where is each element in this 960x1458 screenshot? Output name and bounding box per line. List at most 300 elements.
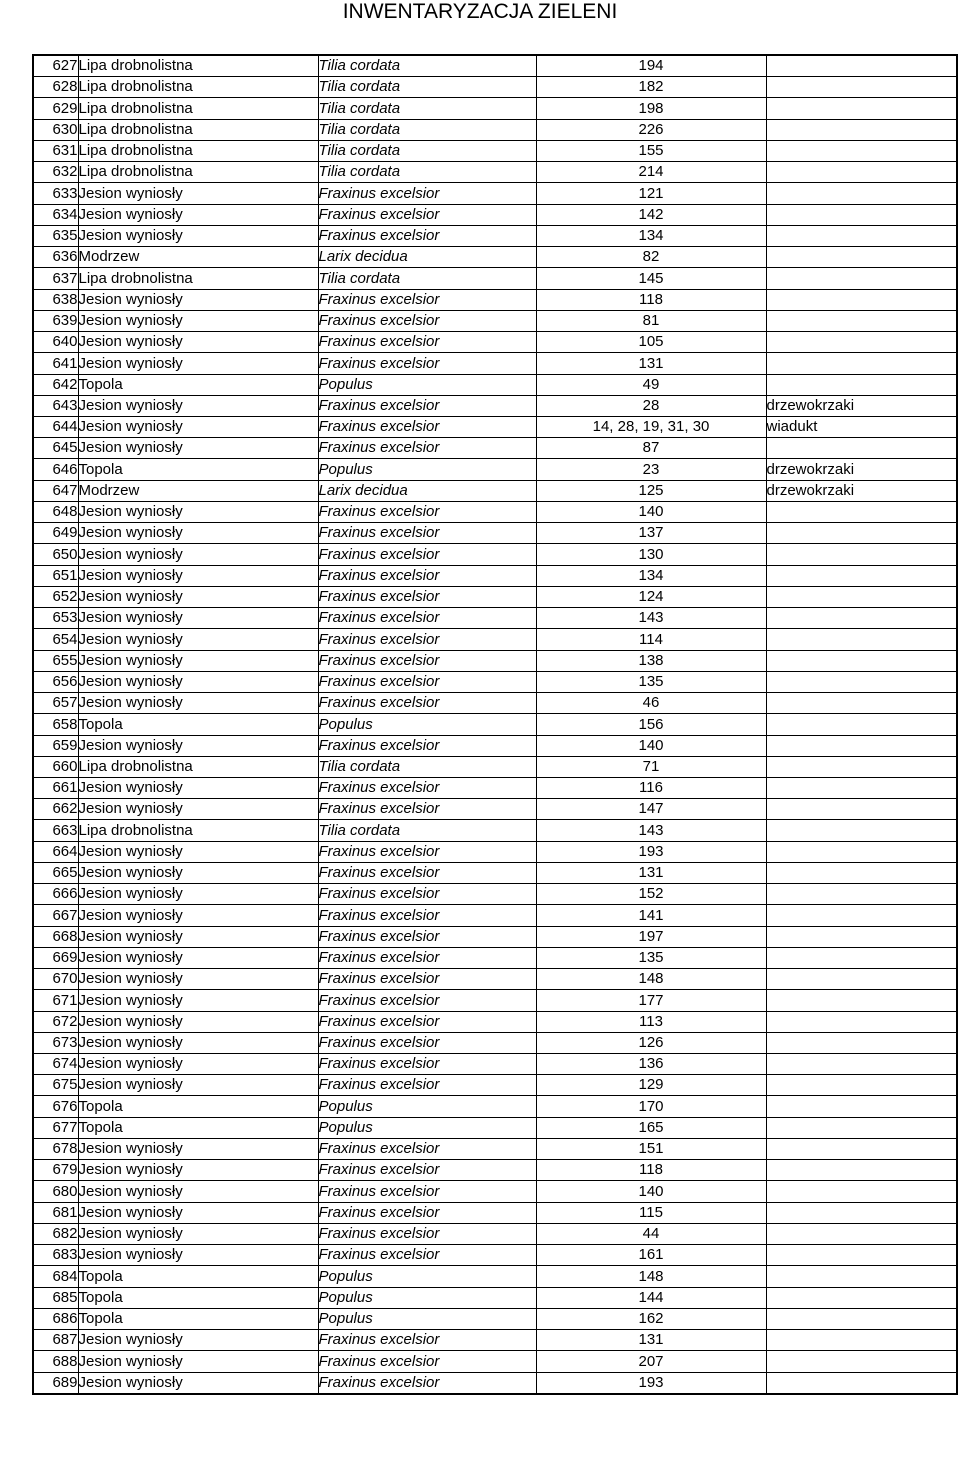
species-name-cell: Topola (78, 1117, 318, 1138)
tree-number-cell: 688 (33, 1351, 78, 1372)
circumference-cell: 182 (536, 77, 766, 98)
circumference-cell: 144 (536, 1287, 766, 1308)
table-row (33, 1266, 957, 1287)
species-name-cell: Jesion wyniosły (78, 1372, 318, 1394)
species-name-cell: Jesion wyniosły (78, 586, 318, 607)
table-row (33, 289, 957, 310)
species-name-cell: Jesion wyniosły (78, 841, 318, 862)
tree-number-cell: 668 (33, 926, 78, 947)
tree-number-cell: 634 (33, 204, 78, 225)
species-name-cell: Jesion wyniosły (78, 650, 318, 671)
remarks-cell (766, 799, 957, 820)
circumference-cell: 143 (536, 820, 766, 841)
remarks-cell (766, 608, 957, 629)
species-name-cell: Jesion wyniosły (78, 1202, 318, 1223)
remarks-cell (766, 990, 957, 1011)
tree-number-cell: 635 (33, 225, 78, 246)
remarks-cell (766, 1330, 957, 1351)
tree-number-cell: 657 (33, 693, 78, 714)
remarks-cell (766, 586, 957, 607)
species-name-cell: Jesion wyniosły (78, 1032, 318, 1053)
circumference-cell: 23 (536, 459, 766, 480)
tree-number-cell: 685 (33, 1287, 78, 1308)
table-row (33, 310, 957, 331)
table-row (33, 395, 957, 416)
circumference-cell: 71 (536, 756, 766, 777)
latin-name-cell: Tilia cordata (318, 820, 536, 841)
tree-number-cell: 646 (33, 459, 78, 480)
species-name-cell: Topola (78, 1096, 318, 1117)
tree-number-cell: 686 (33, 1308, 78, 1329)
circumference-cell: 170 (536, 1096, 766, 1117)
latin-name-cell: Fraxinus excelsior (318, 544, 536, 565)
species-name-cell: Jesion wyniosły (78, 438, 318, 459)
latin-name-cell: Populus (318, 1266, 536, 1287)
species-name-cell: Topola (78, 1308, 318, 1329)
remarks-cell (766, 1075, 957, 1096)
species-name-cell: Jesion wyniosły (78, 1351, 318, 1372)
remarks-cell (766, 1287, 957, 1308)
remarks-cell (766, 671, 957, 692)
remarks-cell (766, 565, 957, 586)
species-name-cell: Jesion wyniosły (78, 289, 318, 310)
table-row (33, 735, 957, 756)
latin-name-cell: Tilia cordata (318, 77, 536, 98)
tree-number-cell: 631 (33, 140, 78, 161)
tree-number-cell: 666 (33, 884, 78, 905)
species-name-cell: Lipa drobnolistna (78, 77, 318, 98)
circumference-cell: 135 (536, 671, 766, 692)
remarks-cell (766, 77, 957, 98)
tree-number-cell: 684 (33, 1266, 78, 1287)
tree-number-cell: 659 (33, 735, 78, 756)
remarks-cell (766, 523, 957, 544)
latin-name-cell: Populus (318, 1287, 536, 1308)
species-name-cell: Jesion wyniosły (78, 544, 318, 565)
circumference-cell: 134 (536, 565, 766, 586)
species-name-cell: Jesion wyniosły (78, 1054, 318, 1075)
circumference-cell: 143 (536, 608, 766, 629)
tree-number-cell: 663 (33, 820, 78, 841)
latin-name-cell: Fraxinus excelsior (318, 1372, 536, 1394)
inventory-table (32, 54, 958, 1395)
remarks-cell (766, 247, 957, 268)
circumference-cell: 145 (536, 268, 766, 289)
latin-name-cell: Tilia cordata (318, 162, 536, 183)
tree-number-cell: 674 (33, 1054, 78, 1075)
table-row (33, 480, 957, 501)
species-name-cell: Lipa drobnolistna (78, 756, 318, 777)
latin-name-cell: Fraxinus excelsior (318, 1181, 536, 1202)
tree-number-cell: 636 (33, 247, 78, 268)
table-row (33, 438, 957, 459)
remarks-cell (766, 438, 957, 459)
tree-number-cell: 681 (33, 1202, 78, 1223)
species-name-cell: Jesion wyniosły (78, 501, 318, 522)
table-row (33, 841, 957, 862)
latin-name-cell: Fraxinus excelsior (318, 608, 536, 629)
circumference-cell: 141 (536, 905, 766, 926)
latin-name-cell: Fraxinus excelsior (318, 629, 536, 650)
latin-name-cell: Fraxinus excelsior (318, 799, 536, 820)
remarks-cell (766, 862, 957, 883)
species-name-cell: Jesion wyniosły (78, 671, 318, 692)
table-row (33, 1351, 957, 1372)
table-row (33, 374, 957, 395)
latin-name-cell: Fraxinus excelsior (318, 735, 536, 756)
table-row (33, 905, 957, 926)
species-name-cell: Topola (78, 714, 318, 735)
circumference-cell: 135 (536, 947, 766, 968)
remarks-cell (766, 310, 957, 331)
latin-name-cell: Populus (318, 1096, 536, 1117)
remarks-cell (766, 183, 957, 204)
remarks-cell (766, 289, 957, 310)
circumference-cell: 131 (536, 1330, 766, 1351)
page-title: INWENTARYZACJA ZIELENI (342, 0, 618, 23)
tree-number-cell: 671 (33, 990, 78, 1011)
circumference-cell: 140 (536, 1181, 766, 1202)
latin-name-cell: Fraxinus excelsior (318, 1011, 536, 1032)
species-name-cell: Jesion wyniosły (78, 905, 318, 926)
remarks-cell (766, 693, 957, 714)
species-name-cell: Jesion wyniosły (78, 1011, 318, 1032)
species-name-cell: Topola (78, 374, 318, 395)
remarks-cell (766, 841, 957, 862)
tree-number-cell: 672 (33, 1011, 78, 1032)
latin-name-cell: Fraxinus excelsior (318, 289, 536, 310)
latin-name-cell: Tilia cordata (318, 268, 536, 289)
species-name-cell: Lipa drobnolistna (78, 55, 318, 77)
tree-number-cell: 667 (33, 905, 78, 926)
tree-number-cell: 677 (33, 1117, 78, 1138)
table-row (33, 1223, 957, 1244)
species-name-cell: Jesion wyniosły (78, 1181, 318, 1202)
species-name-cell: Topola (78, 459, 318, 480)
circumference-cell: 152 (536, 884, 766, 905)
table-row (33, 608, 957, 629)
remarks-cell (766, 1054, 957, 1075)
tree-number-cell: 645 (33, 438, 78, 459)
remarks-cell (766, 905, 957, 926)
circumference-cell: 118 (536, 289, 766, 310)
tree-number-cell: 662 (33, 799, 78, 820)
remarks-cell (766, 1245, 957, 1266)
remarks-cell (766, 1096, 957, 1117)
circumference-cell: 131 (536, 353, 766, 374)
table-row (33, 416, 957, 437)
circumference-cell: 198 (536, 98, 766, 119)
circumference-cell: 124 (536, 586, 766, 607)
table-row (33, 523, 957, 544)
table-row (33, 693, 957, 714)
species-name-cell: Jesion wyniosły (78, 1245, 318, 1266)
table-row (33, 1075, 957, 1096)
circumference-cell: 114 (536, 629, 766, 650)
tree-number-cell: 654 (33, 629, 78, 650)
species-name-cell: Jesion wyniosły (78, 204, 318, 225)
species-name-cell: Jesion wyniosły (78, 947, 318, 968)
latin-name-cell: Fraxinus excelsior (318, 353, 536, 374)
circumference-cell: 165 (536, 1117, 766, 1138)
species-name-cell: Jesion wyniosły (78, 777, 318, 798)
table-row (33, 650, 957, 671)
tree-number-cell: 656 (33, 671, 78, 692)
remarks-cell: drzewokrzaki (766, 459, 957, 480)
tree-number-cell: 644 (33, 416, 78, 437)
remarks-cell (766, 1138, 957, 1159)
circumference-cell: 226 (536, 119, 766, 140)
latin-name-cell: Larix decidua (318, 480, 536, 501)
circumference-cell: 162 (536, 1308, 766, 1329)
table-row (33, 1138, 957, 1159)
remarks-cell (766, 353, 957, 374)
circumference-cell: 148 (536, 1266, 766, 1287)
species-name-cell: Jesion wyniosły (78, 1223, 318, 1244)
latin-name-cell: Fraxinus excelsior (318, 926, 536, 947)
latin-name-cell: Populus (318, 459, 536, 480)
species-name-cell: Lipa drobnolistna (78, 820, 318, 841)
circumference-cell: 177 (536, 990, 766, 1011)
remarks-cell (766, 926, 957, 947)
remarks-cell (766, 544, 957, 565)
latin-name-cell: Fraxinus excelsior (318, 225, 536, 246)
circumference-cell: 118 (536, 1160, 766, 1181)
tree-number-cell: 660 (33, 756, 78, 777)
remarks-cell (766, 735, 957, 756)
circumference-cell: 87 (536, 438, 766, 459)
remarks-cell (766, 1266, 957, 1287)
tree-number-cell: 632 (33, 162, 78, 183)
latin-name-cell: Tilia cordata (318, 55, 536, 77)
species-name-cell: Lipa drobnolistna (78, 268, 318, 289)
tree-number-cell: 628 (33, 77, 78, 98)
species-name-cell: Lipa drobnolistna (78, 119, 318, 140)
table-row (33, 204, 957, 225)
circumference-cell: 214 (536, 162, 766, 183)
tree-number-cell: 664 (33, 841, 78, 862)
latin-name-cell: Populus (318, 1308, 536, 1329)
species-name-cell: Jesion wyniosły (78, 395, 318, 416)
remarks-cell (766, 140, 957, 161)
circumference-cell: 142 (536, 204, 766, 225)
remarks-cell (766, 204, 957, 225)
species-name-cell: Jesion wyniosły (78, 926, 318, 947)
latin-name-cell: Fraxinus excelsior (318, 1223, 536, 1244)
tree-number-cell: 682 (33, 1223, 78, 1244)
species-name-cell: Lipa drobnolistna (78, 140, 318, 161)
remarks-cell (766, 756, 957, 777)
table-row (33, 777, 957, 798)
species-name-cell: Lipa drobnolistna (78, 162, 318, 183)
species-name-cell: Jesion wyniosły (78, 990, 318, 1011)
table-row (33, 1054, 957, 1075)
inventory-table-body (33, 55, 957, 1394)
table-row (33, 332, 957, 353)
latin-name-cell: Fraxinus excelsior (318, 905, 536, 926)
table-row (33, 1011, 957, 1032)
latin-name-cell: Populus (318, 374, 536, 395)
latin-name-cell: Fraxinus excelsior (318, 693, 536, 714)
latin-name-cell: Fraxinus excelsior (318, 969, 536, 990)
table-row (33, 119, 957, 140)
table-row (33, 162, 957, 183)
circumference-cell: 44 (536, 1223, 766, 1244)
species-name-cell: Jesion wyniosły (78, 353, 318, 374)
latin-name-cell: Tilia cordata (318, 756, 536, 777)
tree-number-cell: 683 (33, 1245, 78, 1266)
latin-name-cell: Tilia cordata (318, 98, 536, 119)
tree-number-cell: 629 (33, 98, 78, 119)
table-row (33, 629, 957, 650)
latin-name-cell: Fraxinus excelsior (318, 565, 536, 586)
species-name-cell: Jesion wyniosły (78, 1330, 318, 1351)
latin-name-cell: Fraxinus excelsior (318, 1245, 536, 1266)
remarks-cell (766, 98, 957, 119)
table-row (33, 671, 957, 692)
tree-number-cell: 627 (33, 55, 78, 77)
tree-number-cell: 669 (33, 947, 78, 968)
remarks-cell (766, 1032, 957, 1053)
remarks-cell: drzewokrzaki (766, 395, 957, 416)
species-name-cell: Modrzew (78, 480, 318, 501)
table-row (33, 459, 957, 480)
circumference-cell: 140 (536, 501, 766, 522)
table-row (33, 926, 957, 947)
tree-number-cell: 640 (33, 332, 78, 353)
remarks-cell (766, 1372, 957, 1394)
latin-name-cell: Fraxinus excelsior (318, 395, 536, 416)
remarks-cell (766, 1160, 957, 1181)
latin-name-cell: Larix decidua (318, 247, 536, 268)
species-name-cell: Jesion wyniosły (78, 1075, 318, 1096)
species-name-cell: Jesion wyniosły (78, 183, 318, 204)
circumference-cell: 136 (536, 1054, 766, 1075)
circumference-cell: 129 (536, 1075, 766, 1096)
remarks-cell (766, 1351, 957, 1372)
tree-number-cell: 680 (33, 1181, 78, 1202)
remarks-cell (766, 268, 957, 289)
table-row (33, 1330, 957, 1351)
tree-number-cell: 638 (33, 289, 78, 310)
circumference-cell: 125 (536, 480, 766, 501)
tree-number-cell: 649 (33, 523, 78, 544)
table-row (33, 756, 957, 777)
table-row (33, 55, 957, 77)
circumference-cell: 140 (536, 735, 766, 756)
species-name-cell: Jesion wyniosły (78, 693, 318, 714)
circumference-cell: 161 (536, 1245, 766, 1266)
tree-number-cell: 630 (33, 119, 78, 140)
circumference-cell: 49 (536, 374, 766, 395)
circumference-cell: 121 (536, 183, 766, 204)
latin-name-cell: Fraxinus excelsior (318, 990, 536, 1011)
species-name-cell: Jesion wyniosły (78, 332, 318, 353)
species-name-cell: Jesion wyniosły (78, 1160, 318, 1181)
remarks-cell (766, 1202, 957, 1223)
latin-name-cell: Fraxinus excelsior (318, 310, 536, 331)
latin-name-cell: Fraxinus excelsior (318, 1032, 536, 1053)
tree-number-cell: 658 (33, 714, 78, 735)
table-row (33, 1372, 957, 1394)
remarks-cell (766, 650, 957, 671)
circumference-cell: 155 (536, 140, 766, 161)
table-row (33, 884, 957, 905)
tree-number-cell: 647 (33, 480, 78, 501)
tree-number-cell: 689 (33, 1372, 78, 1394)
latin-name-cell: Fraxinus excelsior (318, 947, 536, 968)
latin-name-cell: Fraxinus excelsior (318, 523, 536, 544)
table-row (33, 947, 957, 968)
circumference-cell: 116 (536, 777, 766, 798)
table-row (33, 544, 957, 565)
species-name-cell: Lipa drobnolistna (78, 98, 318, 119)
species-name-cell: Jesion wyniosły (78, 310, 318, 331)
tree-number-cell: 653 (33, 608, 78, 629)
latin-name-cell: Fraxinus excelsior (318, 862, 536, 883)
tree-number-cell: 643 (33, 395, 78, 416)
tree-number-cell: 651 (33, 565, 78, 586)
latin-name-cell: Populus (318, 714, 536, 735)
remarks-cell (766, 55, 957, 77)
remarks-cell (766, 1011, 957, 1032)
remarks-cell (766, 714, 957, 735)
latin-name-cell: Fraxinus excelsior (318, 438, 536, 459)
remarks-cell: wiadukt (766, 416, 957, 437)
circumference-cell: 82 (536, 247, 766, 268)
latin-name-cell: Fraxinus excelsior (318, 332, 536, 353)
circumference-cell: 14, 28, 19, 31, 30 (536, 416, 766, 437)
circumference-cell: 131 (536, 862, 766, 883)
circumference-cell: 115 (536, 1202, 766, 1223)
species-name-cell: Jesion wyniosły (78, 884, 318, 905)
latin-name-cell: Fraxinus excelsior (318, 1202, 536, 1223)
remarks-cell (766, 374, 957, 395)
remarks-cell (766, 820, 957, 841)
tree-number-cell: 679 (33, 1160, 78, 1181)
latin-name-cell: Fraxinus excelsior (318, 1351, 536, 1372)
circumference-cell: 105 (536, 332, 766, 353)
table-row (33, 1096, 957, 1117)
table-row (33, 565, 957, 586)
table-row (33, 501, 957, 522)
circumference-cell: 151 (536, 1138, 766, 1159)
species-name-cell: Jesion wyniosły (78, 608, 318, 629)
circumference-cell: 193 (536, 1372, 766, 1394)
species-name-cell: Jesion wyniosły (78, 416, 318, 437)
latin-name-cell: Fraxinus excelsior (318, 1138, 536, 1159)
table-row (33, 98, 957, 119)
table-row (33, 799, 957, 820)
table-row (33, 140, 957, 161)
table-row (33, 1181, 957, 1202)
table-row (33, 1117, 957, 1138)
tree-number-cell: 687 (33, 1330, 78, 1351)
remarks-cell (766, 629, 957, 650)
table-row (33, 969, 957, 990)
table-row (33, 1245, 957, 1266)
table-row (33, 268, 957, 289)
latin-name-cell: Fraxinus excelsior (318, 586, 536, 607)
latin-name-cell: Fraxinus excelsior (318, 183, 536, 204)
circumference-cell: 130 (536, 544, 766, 565)
tree-number-cell: 650 (33, 544, 78, 565)
circumference-cell: 113 (536, 1011, 766, 1032)
tree-number-cell: 678 (33, 1138, 78, 1159)
table-row (33, 1160, 957, 1181)
circumference-cell: 148 (536, 969, 766, 990)
latin-name-cell: Fraxinus excelsior (318, 1160, 536, 1181)
